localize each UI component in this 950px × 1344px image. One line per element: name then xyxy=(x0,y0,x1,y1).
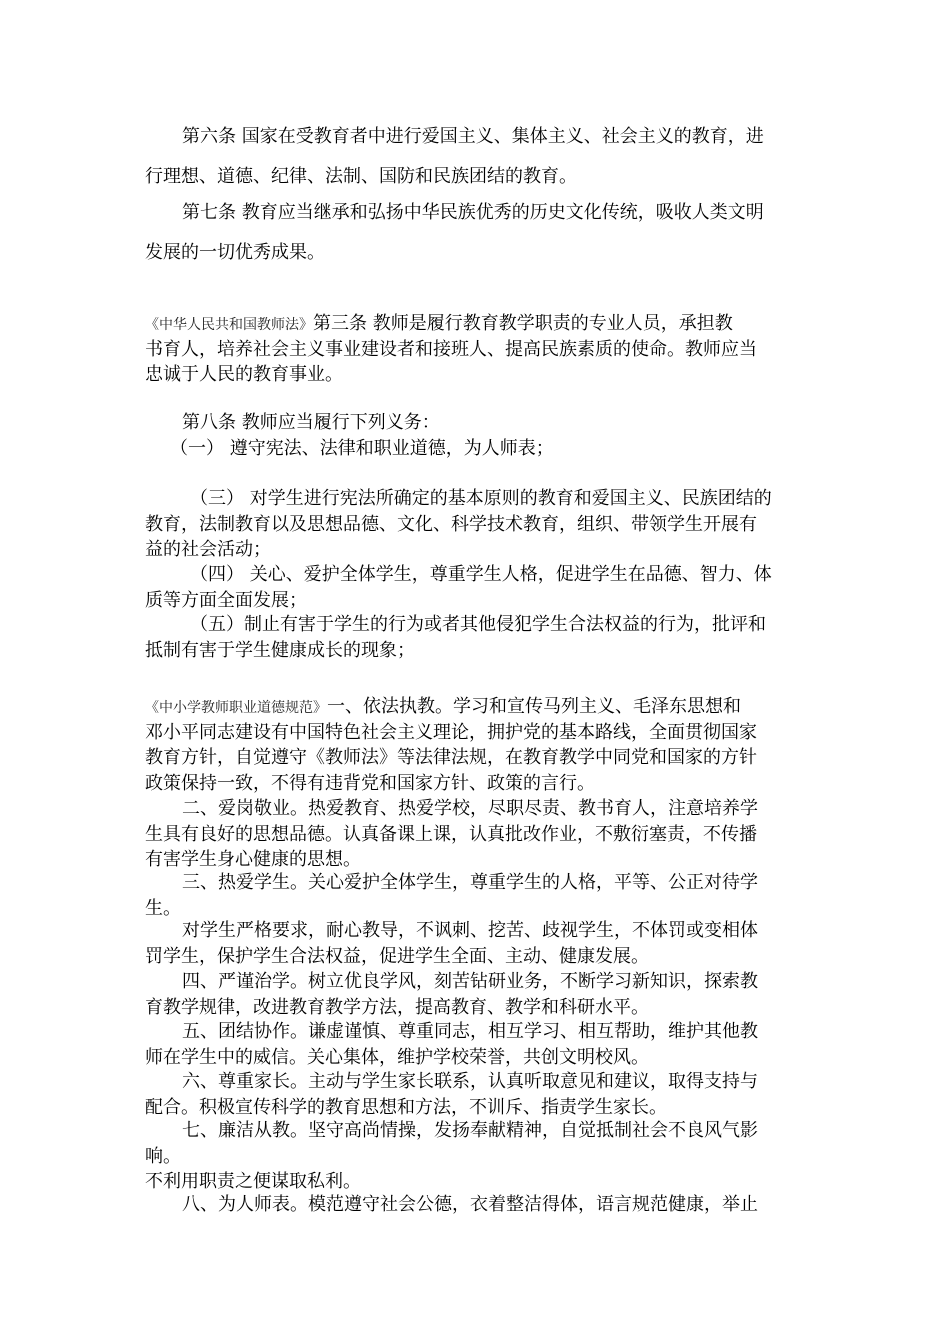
text-line: 质等方面全面发展； xyxy=(145,589,307,611)
source-reference: 《中华人民共和国教师法》 xyxy=(145,317,313,333)
article-7 xyxy=(145,193,809,273)
ethics-item-5 xyxy=(145,1019,809,1070)
ethics-item-2 xyxy=(145,796,809,873)
article-8-heading xyxy=(145,410,809,461)
obligation-item-3 xyxy=(145,486,809,563)
text-line: 益的社会活动； xyxy=(145,539,271,560)
text-line: 发展的一切优秀成果。 xyxy=(145,242,325,263)
text-line: 响。 xyxy=(145,1145,181,1167)
text-line: （四） 关心、爱护全体学生，尊重学生人格，促进学生在品德、智力、体 xyxy=(190,564,772,585)
text-line: 第三条 教师是履行教育教学职责的专业人员，承担教 xyxy=(313,313,733,334)
text-line: （三） 对学生进行宪法所确定的基本原则的教育和爱国主义、民族团结的 xyxy=(190,488,772,509)
text-line: 一、依法执教。学习和宣传马列主义、毛泽东思想和 xyxy=(327,696,741,717)
text-line: 第八条 教师应当履行下列义务： xyxy=(182,412,440,433)
text-line: 邓小平同志建设有中国特色社会主义理论，拥护党的基本路线，全面贯彻国家 xyxy=(145,721,757,743)
ethics-item-1 xyxy=(145,694,809,796)
ethics-item-8 xyxy=(145,1192,809,1218)
text-line: 抵制有害于学生健康成长的现象； xyxy=(145,639,415,661)
text-line: 五、团结协作。谦虚谨慎、尊重同志，相互学习、相互帮助，维护其他教 xyxy=(182,1021,758,1042)
teacher-law-article-3 xyxy=(145,311,809,388)
text-line: 行理想、道德、纪律、法制、国防和民族团结的教育。 xyxy=(145,166,577,187)
text-line: 配合。积极宣传科学的教育思想和方法，不训斥、指责学生家长。 xyxy=(145,1096,667,1118)
text-line: 师在学生中的威信。关心集体，维护学校荣誉，共创文明校风。 xyxy=(145,1046,649,1068)
ethics-item-7 xyxy=(145,1118,809,1195)
text-line: 罚学生，保护学生合法权益，促进学生全面、主动、健康发展。 xyxy=(145,945,649,967)
text-line: 八、为人师表。模范遵守社会公德，衣着整洁得体，语言规范健康，举止 xyxy=(182,1194,758,1215)
text-line: 六、尊重家长。主动与学生家长联系，认真听取意见和建议，取得支持与 xyxy=(182,1071,758,1092)
text-line: 育教学规律，改进教育教学方法，提高教育、教学和科研水平。 xyxy=(145,996,649,1018)
text-line: 不利用职责之便谋取私利。 xyxy=(145,1171,361,1192)
obligation-item-4 xyxy=(145,562,809,613)
text-line: 三、热爱学生。关心爱护全体学生，尊重学生的人格，平等、公正对待学 xyxy=(182,872,758,893)
obligation-item-1: （一） 遵守宪法、法律和职业道德，为人师表； xyxy=(170,437,554,459)
ethics-item-3 xyxy=(145,870,809,921)
text-line: 教育方针，自觉遵守《教师法》等法律法规，在教育教学中同党和国家的方针 xyxy=(145,747,757,768)
text-line: 生。 xyxy=(145,897,181,919)
ethics-item-4 xyxy=(145,969,809,1020)
source-reference: 《中小学教师职业道德规范》 xyxy=(145,700,327,716)
text-line: 二、爱岗敬业。热爱教育、热爱学校，尽职尽责、教书育人，注意培养学 xyxy=(182,798,758,819)
text-line: 忠诚于人民的教育事业。 xyxy=(145,364,343,385)
text-line: 四、严谨治学。树立优良学风，刻苦钻研业务，不断学习新知识，探索教 xyxy=(182,971,758,992)
text-line: 对学生严格要求，耐心教导，不讽刺、挖苦、歧视学生，不体罚或变相体 xyxy=(182,920,758,941)
text-line: （五）制止有害于学生的行为或者其他侵犯学生合法权益的行为，批评和 xyxy=(190,614,766,635)
obligation-item-5 xyxy=(145,612,809,663)
text-line: 政策保持一致，不得有违背党和国家方针、政策的言行。 xyxy=(145,772,595,794)
ethics-item-3-continued xyxy=(145,918,809,969)
text-line: 教育，法制教育以及思想品德、文化、科学技术教育，组织、带领学生开展有 xyxy=(145,513,757,535)
article-6 xyxy=(145,117,809,197)
text-line: 有害学生身心健康的思想。 xyxy=(145,849,361,870)
ethics-item-6 xyxy=(145,1069,809,1120)
text-line: 第七条 教育应当继承和弘扬中华民族优秀的历史文化传统，吸收人类文明 xyxy=(182,202,764,223)
text-line: 第六条 国家在受教育者中进行爱国主义、集体主义、社会主义的教育，进 xyxy=(182,126,764,147)
text-line: 生具有良好的思想品德。认真备课上课，认真批改作业，不敷衍塞责，不传播 xyxy=(145,823,757,845)
text-line: 书育人，培养社会主义事业建设者和接班人、提高民族素质的使命。教师应当 xyxy=(145,338,757,360)
text-line: 七、廉洁从教。坚守高尚情操，发扬奉献精神，自觉抵制社会不良风气影 xyxy=(182,1120,758,1141)
